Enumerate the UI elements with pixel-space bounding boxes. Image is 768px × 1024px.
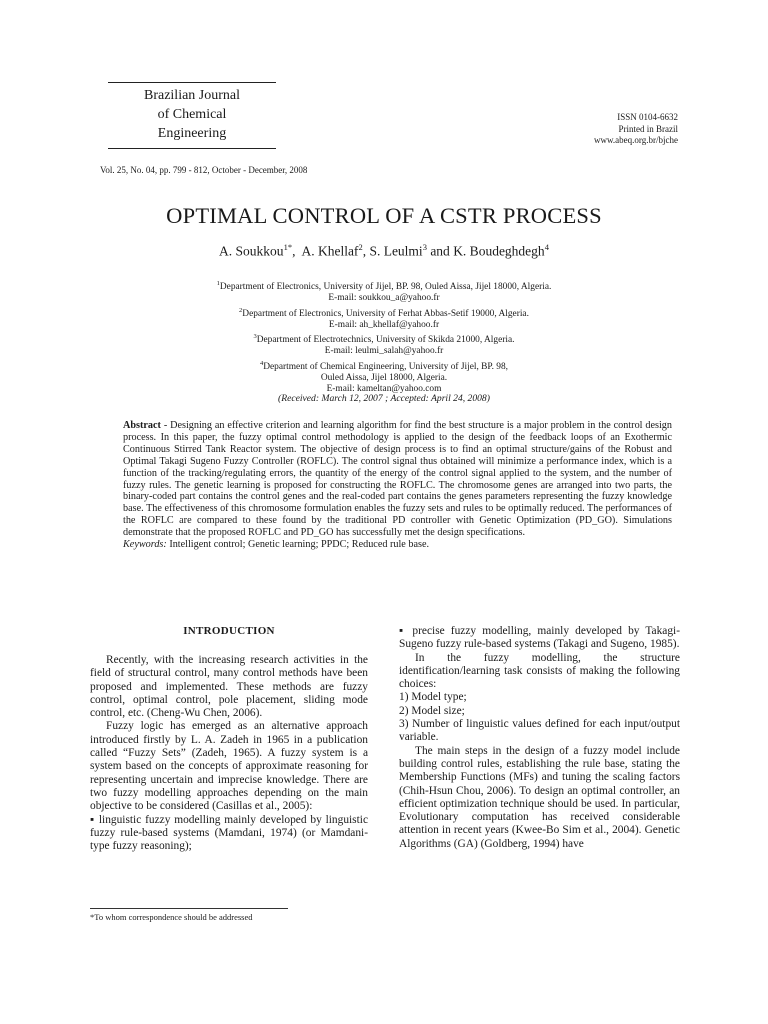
affiliation-sup: 1 bbox=[216, 280, 220, 287]
printed-in: Printed in Brazil bbox=[618, 123, 678, 134]
affiliation-sup: 4 bbox=[260, 359, 264, 367]
body-paragraph: Fuzzy logic has emerged as an alternative approach introduced firstly by L. A. Zadeh in 1965 in a publication called “Fuzzy Sets” (Zadeh, 1965). A fuzzy system is a system based on the concepts of approximate reasoning for representing uncertain and imprecise knowledge. There are two fuzzy modelling approaches depending on the main objective to be considered (Casillas et al., 2005): bbox=[90, 720, 368, 813]
author-name: A. Khellaf bbox=[301, 243, 359, 259]
masthead-bottom-rule bbox=[108, 148, 276, 149]
body-bullet: ▪ precise fuzzy modelling, mainly developed by Takagi-Sugeno fuzzy rule-based systems (Takagi and Sugeno, 1985). bbox=[399, 625, 680, 651]
affiliation-text: E-mail: kameltan@yahoo.com bbox=[326, 384, 442, 395]
abstract-label: Abstract bbox=[123, 420, 161, 431]
affiliation-text: Department of Chemical Engineering, University of Jijel, BP. 98, bbox=[263, 361, 508, 372]
affiliation-text: E-mail: soukkou_a@yahoo.fr bbox=[328, 293, 440, 304]
footnote: *To whom correspondence should be addressed bbox=[90, 912, 253, 922]
affiliation-line bbox=[0, 305, 768, 320]
body-paragraph: Recently, with the increasing research activities in the field of structural control, many control methods have been proposed and implemented. These methods are fuzzy control, optimal control, pole placement, sliding mode control, etc. (Cheng-Wu Chen, 2006). bbox=[90, 654, 368, 720]
affiliation-line bbox=[0, 320, 768, 331]
author-list bbox=[0, 242, 768, 260]
list-item: 3) Number of linguistic values defined for each input/output variable. bbox=[399, 718, 680, 744]
author-sup: 3 bbox=[422, 242, 427, 252]
affiliation-line bbox=[0, 331, 768, 346]
author-sep: and bbox=[426, 243, 454, 259]
list-item: 2) Model size; bbox=[399, 704, 465, 717]
issn-block bbox=[594, 112, 678, 147]
journal-url: www.abeq.org.br/bjche bbox=[594, 135, 678, 145]
keywords-label: Keywords: bbox=[123, 539, 167, 551]
author-sup: 1* bbox=[283, 242, 293, 252]
journal-masthead bbox=[108, 82, 276, 149]
journal-name-line: Engineering bbox=[157, 126, 227, 141]
affiliation-text: Department of Electronics, University of Jijel, BP. 98, Ouled Aissa, Jijel 18000, Algeria. bbox=[219, 282, 552, 293]
journal-name-line: of Chemical bbox=[157, 107, 227, 122]
volume-info: Vol. 25, No. 04, pp. 799 - 812, October - December, 2008 bbox=[100, 165, 308, 175]
issn: ISSN 0104-6632 bbox=[617, 112, 678, 122]
body-column-right bbox=[399, 625, 680, 851]
author-sup: 4 bbox=[544, 242, 549, 252]
footnote-rule bbox=[90, 908, 288, 909]
affiliation-sup: 3 bbox=[253, 333, 257, 341]
affiliation-text: E-mail: leulmi_salah@yahoo.fr bbox=[324, 346, 444, 357]
abstract bbox=[123, 420, 672, 551]
affiliation-text: Department of Electronics, University of Ferhat Abbas-Setif 19000, Algeria. bbox=[242, 308, 529, 319]
affiliation-text: E-mail: ah_khellaf@yahoo.fr bbox=[328, 319, 440, 330]
affiliation-line bbox=[0, 373, 768, 384]
affiliation-line bbox=[0, 293, 768, 304]
received-dates: (Received: March 12, 2007 ; Accepted: April 24, 2008) bbox=[278, 393, 490, 404]
body-bullet: ▪ linguistic fuzzy modelling mainly developed by linguistic fuzzy rule-based systems (Mamdani, 1974) (or Mamdani- type fuzzy reasoning); bbox=[90, 813, 368, 853]
list-item: 1) Model type; bbox=[399, 691, 467, 704]
affiliation-line bbox=[0, 346, 768, 357]
journal-name bbox=[108, 83, 276, 148]
affiliation-sup: 2 bbox=[239, 306, 243, 314]
author-name: S. Leulmi bbox=[369, 243, 423, 259]
affiliation-line bbox=[0, 358, 768, 373]
body-paragraph: In the fuzzy modelling, the structure identification/learning task consists of making the following choices: bbox=[399, 651, 680, 691]
author-sep: , bbox=[292, 243, 302, 259]
author-name: K. Boudeghdegh bbox=[453, 243, 545, 259]
author-sup: 2 bbox=[358, 242, 363, 252]
journal-name-line: Brazilian Journal bbox=[143, 88, 241, 103]
section-heading: INTRODUCTION bbox=[183, 625, 275, 637]
affiliation-line bbox=[0, 278, 768, 293]
body-paragraph: The main steps in the design of a fuzzy model include building control rules, establishing the rule base, stating the Membership Functions (MFs) and tuning the scaling factors (Chih-Hsun Chou, 2006). To design an optimal controller, an efficient optimization technique should be used. In particular, Evolutionary computation has received considerable attention in recent years (Kwee-Bo Sim et al., 2004). Genetic Algorithms (GA) (Goldberg, 1994) have bbox=[399, 744, 680, 850]
keywords-text: Intelligent control; Genetic learning; PPDC; Reduced rule base. bbox=[166, 539, 430, 551]
article-title: OPTIMAL CONTROL OF A CSTR PROCESS bbox=[166, 203, 602, 228]
author-name: A. Soukkou bbox=[219, 243, 284, 259]
body-column-left bbox=[90, 654, 368, 853]
author-sep: , bbox=[362, 243, 370, 259]
abstract-text: - Designing an effective criterion and learning algorithm for find the best structure is a major problem in the control design process. In this paper, the fuzzy optimal control methodology is applied to the design of the feedback loops of an Exothermic Continuous Stirred Tank Reactor system. The objective of design process is to find an optimal structure/gains of the Robust and Optimal Takagi Sugeno Fuzzy Controller (ROFLC). The control signal thus obtained will minimize a performance index, which is a function of the tracking/regulating errors, the quantity of the energy of the control signal applied to the system, and the number of fuzzy rules. The genetic learning is proposed for constructing the ROFLC. The chromosome genes are arranged into two parts, the binary-coded part contains the control genes and the real-coded part contains the genes parameters representing the fuzzy knowledge base. The effectiveness of this chromosome formulation enables the fuzzy sets and rules to be optimally reduced. The performances of the ROFLC are compared to these found by the traditional PD controller with Genetic Optimization (PD_GO). Simulations demonstrate that the proposed ROFLC and PD_GO has successfully met the design specifications. bbox=[123, 420, 672, 539]
affiliation-text: Ouled Aissa, Jijel 18000, Algeria. bbox=[320, 372, 448, 383]
affiliation-text: Department of Electrotechnics, University of Skikda 21000, Algeria. bbox=[256, 335, 515, 346]
affiliations bbox=[0, 278, 768, 395]
